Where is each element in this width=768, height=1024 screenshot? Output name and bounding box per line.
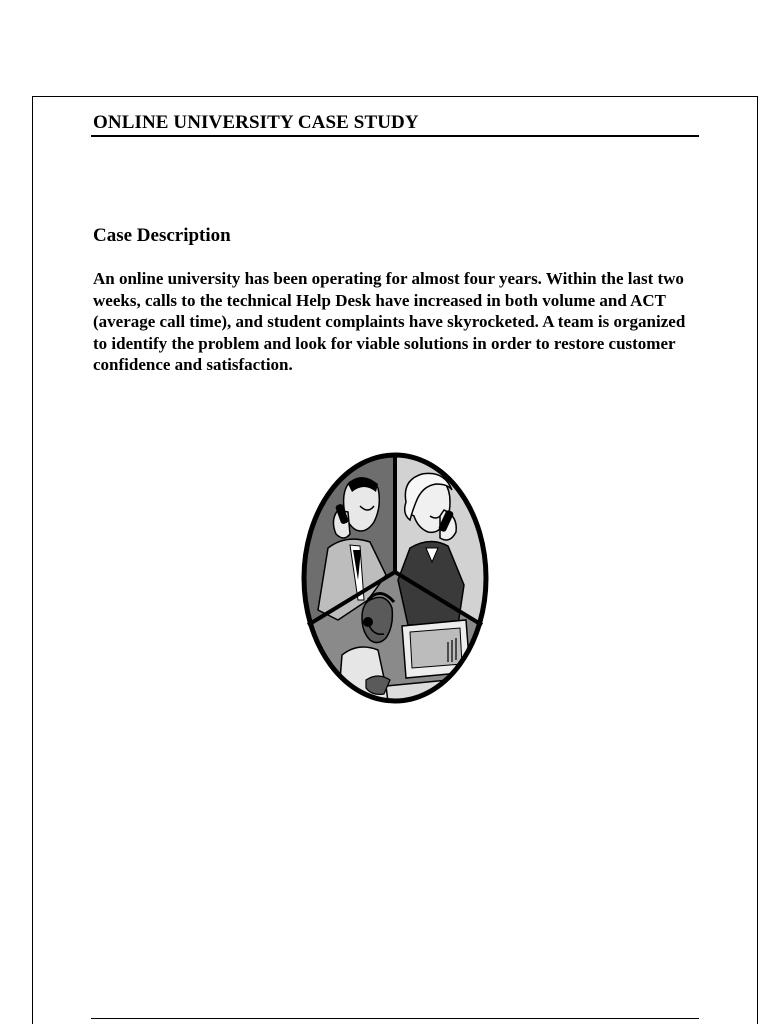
help-desk-callers-illustration-icon <box>298 450 492 706</box>
document-title: ONLINE UNIVERSITY CASE STUDY <box>93 112 419 133</box>
footer-rule <box>91 1018 699 1019</box>
title-underline <box>91 135 699 137</box>
case-description-paragraph: An online university has been operating for almost four years. Within the last two weeks, calls to the technical Help Desk have increased in both volume and ACT (average call time), and student complaints have skyrocketed. A team is organized to identify the problem and look for viable solutions in order to restore customer confidence and satisfaction. <box>93 269 686 375</box>
section-heading: Case Description <box>93 225 231 246</box>
